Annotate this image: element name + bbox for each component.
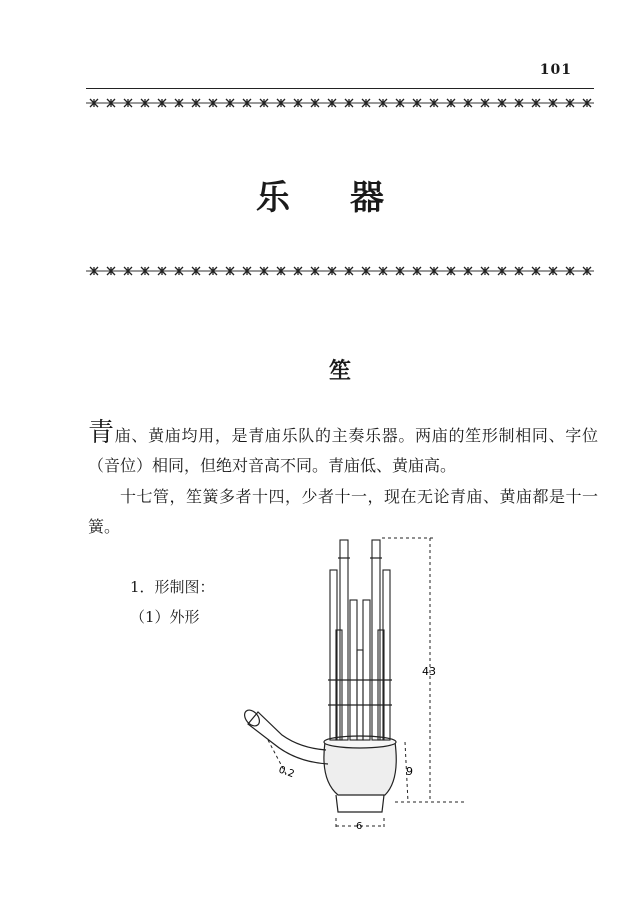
dim-bowl-label: 9 [406,765,413,778]
paragraph-intro-text: 庙、黄庙均用，是青庙乐队的主奏乐器。两庙的笙形制相同、字位（音位）相同，但绝对音高不同。青庙低、黄庙高。 [88,426,598,475]
sheng-figure [220,530,480,830]
page-number: 101 [539,62,572,78]
list-item-exterior: （1）外形 [130,608,200,626]
list-item-form-diagram: 1．形制图： [130,578,215,596]
section-title: 笙 [328,358,351,384]
header-rule [86,88,594,89]
paragraph-reeds: 十七管，笙簧多者十四，少者十一，现在无论青庙、黄庙都是十一簧。 [88,487,598,536]
dim-mouth-label: 0.2 [276,764,296,781]
dim-base-label: 6 [356,821,363,830]
bottom-ornament-border [86,266,594,276]
paragraph-intro [88,418,598,481]
dim-height-label: 43 [422,665,436,678]
dropcap: 青 [88,418,115,448]
chapter-title [0,170,640,219]
chapter-title-char-1: 乐 [256,178,290,218]
chapter-title-char-2: 器 [350,178,384,218]
top-ornament-border [86,98,594,108]
